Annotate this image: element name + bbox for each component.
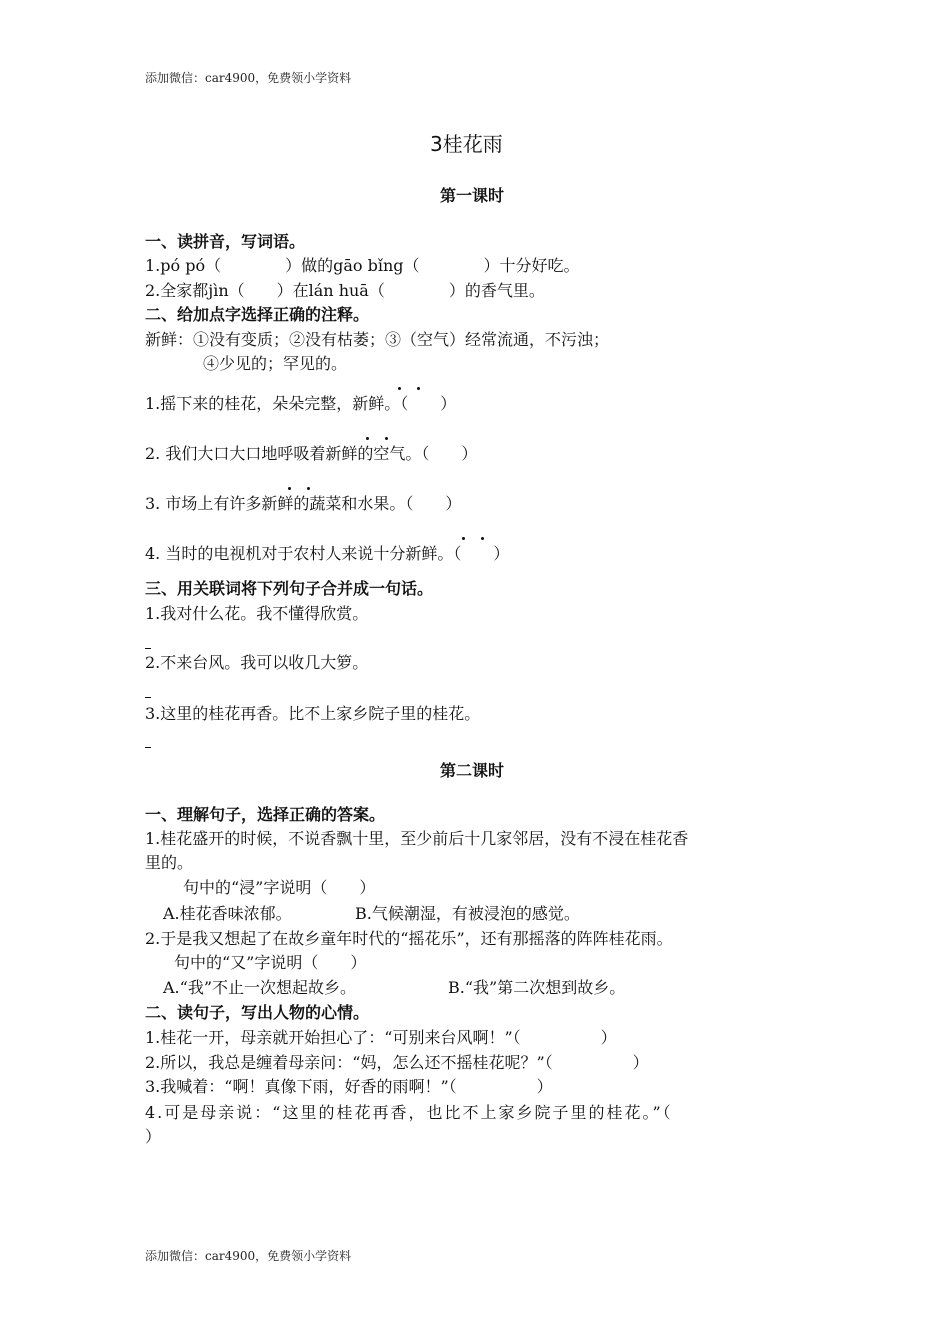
l1-section3-title: 三、用关联词将下列句子合并成一句话。 — [145, 579, 434, 598]
lesson1-heading: 第一课时 — [440, 186, 505, 205]
page-footer: 添加微信：car4900，免费领小学资料 — [145, 1249, 352, 1263]
l1-s2-item-4: 4. 当时的电视机对于农村人来说十分新鲜。（ ） — [145, 544, 510, 563]
page-title: 3桂花雨 — [430, 132, 503, 156]
l1-s2-item-1: 1.摇下来的桂花，朵朵完整，新鲜。（ ） — [145, 394, 457, 413]
emphasis-dot — [417, 387, 420, 390]
l2-q1-option-a: A.桂花香味浓郁。 — [163, 904, 292, 923]
emphasis-dot — [398, 387, 401, 390]
l1-s3-item-2: 2.不来台风。我可以收几大箩。 — [145, 653, 369, 672]
l1-section1-title: 一、读拼音，写词语。 — [145, 232, 306, 251]
lesson2-heading: 第二课时 — [440, 761, 505, 780]
l2-q2-option-b: B.“我”第二次想到故乡。 — [448, 978, 626, 997]
l2-q1-line-1: 1.桂花盛开的时候，不说香飘十里，至少前后十几家邻居，没有不浸在桂花香 — [145, 829, 689, 848]
l1-s1-question-1: 1.pó pó（ ）做的gāo bǐng（ ）十分好吃。 — [145, 256, 580, 275]
emphasis-dot — [481, 537, 484, 540]
l2-q1-option-b: B.气候潮湿，有被浸泡的感觉。 — [355, 904, 580, 923]
l2-s2-item-2: 2.所以，我总是缠着母亲问：“妈，怎么还不摇桂花呢？”（ ） — [145, 1053, 649, 1072]
definition-line-1: 新鲜：①没有变质；②没有枯萎；③（空气）经常流通，不污浊； — [145, 330, 610, 349]
l1-s3-item-1: 1.我对什么花。我不懂得欣赏。 — [145, 604, 369, 623]
emphasis-dot — [307, 487, 310, 490]
l2-q1-line-2: 里的。 — [145, 853, 194, 872]
page-header: 添加微信：car4900，免费领小学资料 — [145, 71, 352, 85]
l1-s2-item-3: 3. 市场上有许多新鲜的蔬菜和水果。（ ） — [145, 494, 462, 513]
l2-s2-item-4-continued: ） — [145, 1127, 162, 1146]
l2-q2-option-a: A.“我”不止一次想起故乡。 — [163, 978, 357, 997]
l2-s2-item-3: 3.我喊着：“啊！真像下雨，好香的雨啊！”（ ） — [145, 1077, 553, 1096]
l2-s2-item-1: 1.桂花一开，母亲就开始担心了：“可别来台风啊！”（ ） — [145, 1028, 617, 1047]
l2-s2-item-4: 4.可是母亲说：“这里的桂花再香，也比不上家乡院子里的桂花。”（ — [145, 1103, 673, 1122]
l2-q1-prompt: 句中的“浸”字说明（ ） — [183, 878, 376, 897]
answer-blank — [145, 697, 151, 698]
definition-line-2: ④少见的；罕见的。 — [203, 354, 348, 373]
l2-section1-title: 一、理解句子，选择正确的答案。 — [145, 805, 386, 824]
l1-section2-title: 二、给加点字选择正确的注释。 — [145, 305, 370, 324]
emphasis-dot — [366, 437, 369, 440]
l2-q2-prompt: 句中的“又”字说明（ ） — [174, 953, 367, 972]
answer-blank — [145, 747, 151, 748]
l1-s2-item-2: 2. 我们大口大口地呼吸着新鲜的空气。（ ） — [145, 444, 478, 463]
l1-s3-item-3: 3.这里的桂花再香。比不上家乡院子里的桂花。 — [145, 704, 481, 723]
l2-q2-line: 2.于是我又想起了在故乡童年时代的“摇花乐”，还有那摇落的阵阵桂花雨。 — [145, 929, 673, 948]
emphasis-dot — [385, 437, 388, 440]
answer-blank — [145, 648, 151, 649]
emphasis-dot — [288, 487, 291, 490]
l2-section2-title: 二、读句子，写出人物的心情。 — [145, 1003, 370, 1022]
l1-s1-question-2: 2.全家都jìn（ ）在lán huā（ ）的香气里。 — [145, 281, 545, 300]
emphasis-dot — [462, 537, 465, 540]
